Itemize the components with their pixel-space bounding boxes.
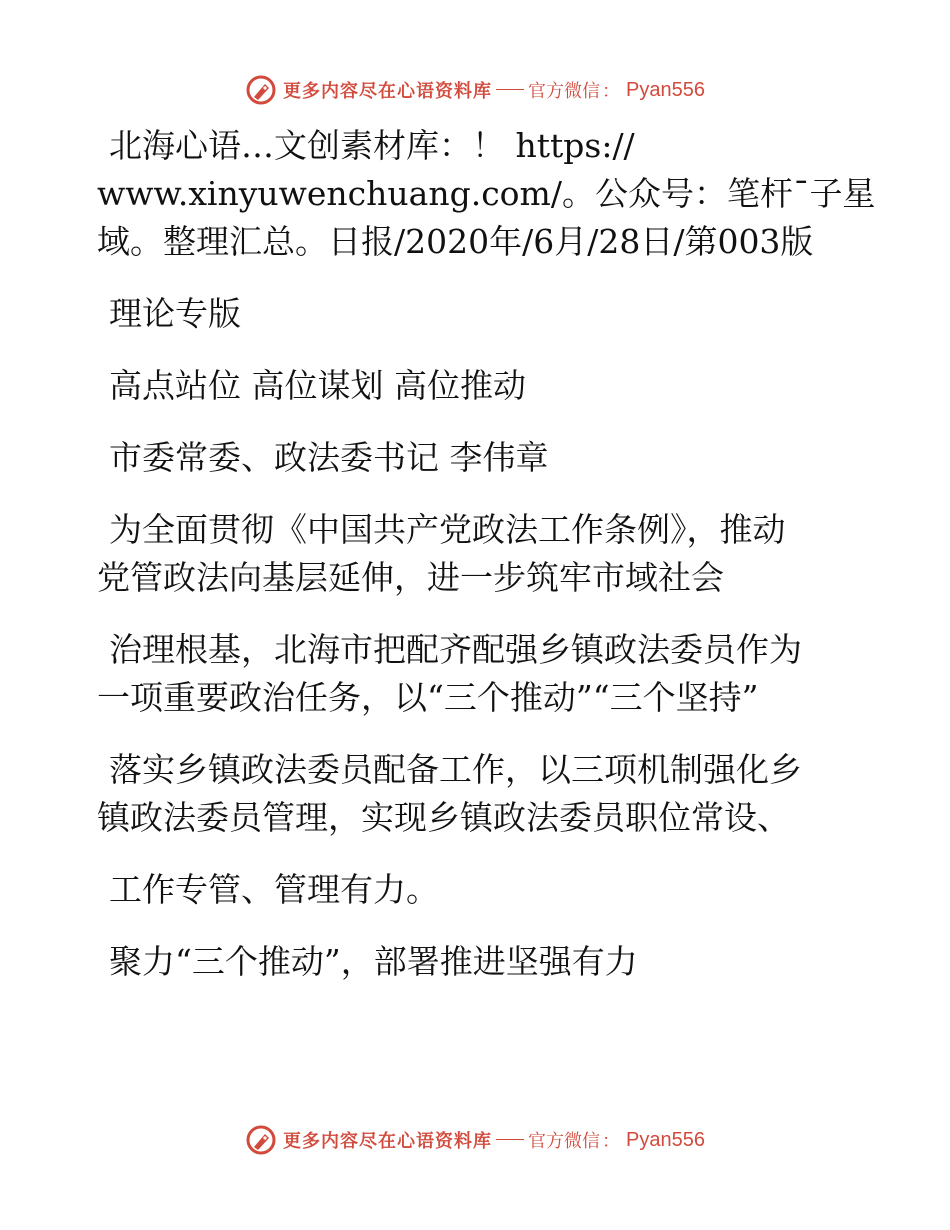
paragraph-line: 党管政法向基层延伸，进一步筑牢市域社会 (97, 558, 724, 597)
banner-dash (496, 1139, 524, 1140)
paragraph-line: 为全面贯彻《中国共产党政法工作条例》，推动 (109, 510, 786, 549)
paragraph-line: 一项重要政治任务，以“三个推动”“三个坚持” (97, 678, 759, 717)
banner-text: 更多内容尽在心语资料库 (283, 1131, 493, 1152)
banner-handle: Pyan556 (626, 78, 705, 101)
footer-banner (0, 1120, 950, 1160)
section-label: 理论专版 (109, 294, 241, 333)
paragraph-line: 镇政法委员管理，实现乡镇政法委员职位常设、 (97, 798, 790, 837)
banner-wechat-label: 官方微信 (528, 81, 601, 102)
article-title: 高点站位 高位谋划 高位推动 (109, 366, 526, 405)
banner-separator: ： (602, 1131, 621, 1152)
banner-separator: ： (602, 81, 621, 102)
banner-text: 更多内容尽在心语资料库 (283, 81, 493, 102)
banner-dash (496, 89, 524, 90)
paragraph-line: 治理根基，北海市把配齐配强乡镇政法委员作为 (109, 630, 802, 669)
intro-line: 域。整理汇总。日报/2020年/6月/28日/第003版 (97, 222, 814, 261)
header-banner (0, 70, 950, 110)
intro-line: www.xinyuwenchuang.com/。公众号：笔杆¯子星 (97, 174, 876, 213)
pen-nib-circle-icon (245, 74, 277, 106)
document-body (97, 122, 876, 986)
article-author: 市委常委、政法委书记 李伟章 (109, 438, 549, 477)
pen-nib-circle-icon (245, 1124, 277, 1156)
paragraph-line: 落实乡镇政法委员配备工作，以三项机制强化乡 (109, 750, 802, 789)
intro-line: 北海心语…文创素材库：！ https:// (109, 126, 635, 165)
banner-handle: Pyan556 (626, 1128, 705, 1151)
banner-wechat-label: 官方微信 (528, 1131, 601, 1152)
paragraph-line: 工作专管、管理有力。 (109, 870, 439, 909)
subheading: 聚力“三个推动”，部署推进坚强有力 (109, 942, 638, 981)
